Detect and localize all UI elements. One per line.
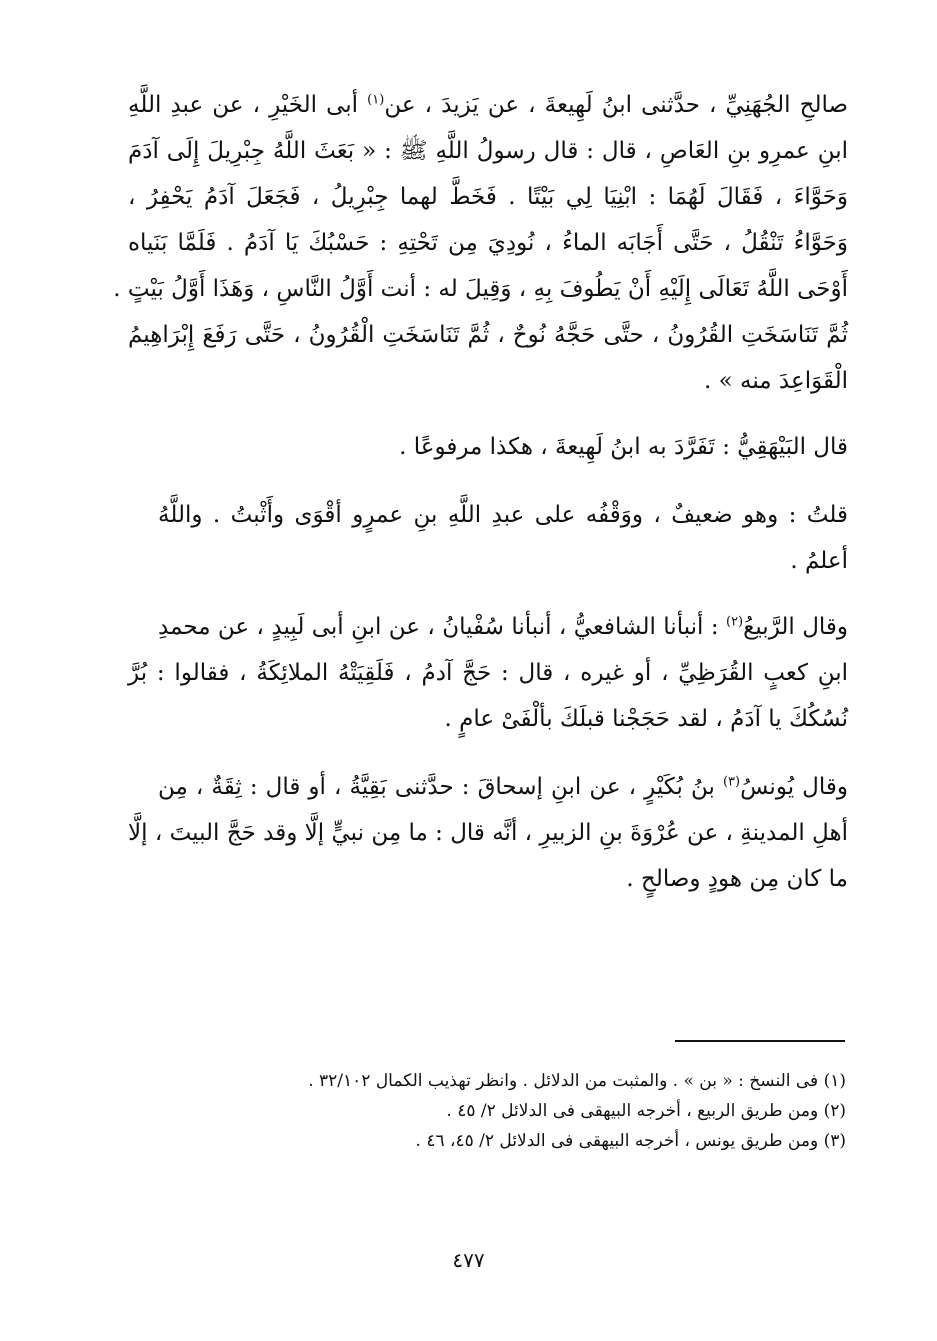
- text-line: نُسُكُكَ يا آدَمُ ، لقد حَجَجْنا قبلَكَ بألْفَىْ عامٍ .: [444, 706, 848, 732]
- text-line: أعلمُ .: [790, 548, 848, 574]
- page-number: ٤٧٧: [452, 1248, 485, 1272]
- footnote-ref[interactable]: (٢): [725, 614, 744, 630]
- main-text: [113, 88, 849, 988]
- text-span: : أنبأنا الشافعيُّ ، أنبأنا سُفْيانُ ، عن ابنِ أبى لَبِيدٍ ، عن محمدِ: [158, 614, 719, 640]
- text-line: قلتُ : وهو ضعيفٌ ، ووَقْفُه على عبدِ اللَّهِ بنِ عمرٍو أقْوَى وأَثْبتُ . واللَّهُ: [158, 502, 848, 528]
- footnote-ref[interactable]: (١): [367, 92, 385, 108]
- text-span: أبى الخَيْرِ ، عن عبدِ اللَّهِ: [128, 92, 359, 118]
- footnote-ref[interactable]: (٣): [722, 774, 741, 790]
- text-line: الْقَوَاعِدَ منه » .: [703, 368, 848, 394]
- text-line: وَحَوَّاءَ ، فَقَالَ لَهُمَا : ابْنِيَا لِي بَيْتًا . فَخَطَّ لهما جِبْرِيلُ ، فَجَعَلَ آدَمُ يَحْفِرُ ،: [128, 184, 848, 210]
- text-line: ابنِ عمرِو بنِ العَاصِ ، قال : قال رسولُ اللَّهِ ﷺ : « بَعَثَ اللَّهُ جِبْرِيلَ إِلَى آدَمَ: [128, 138, 848, 164]
- text-line: قال البَيْهَقِيُّ : تَفَرَّدَ به ابنُ لَهِيعةَ ، هكذا مرفوعًا .: [399, 434, 848, 460]
- text-line: [158, 610, 848, 644]
- text-span: بنُ بُكَيْرٍ ، عن ابنِ إسحاقَ : حدَّثنى بَقِيَّةُ ، أو قال : ثِقَةٌ ، مِن: [158, 774, 715, 800]
- text-span: وقال الرَّبيعُ: [743, 614, 849, 640]
- text-line: وَحَوَّاءُ تَنْقُلُ ، حَتَّى أَجَابَه الماءُ ، نُودِيَ مِن تَحْتِهِ : حَسْبُكَ يَا آدَمُ . فَلَمَّا بَنَياه: [128, 230, 848, 256]
- footnote: (١) فى النسخ : « بن » . والمثبت من الدلائل . وانظر تهذيب الكمال ٣٢/١٠٢ .: [308, 1071, 846, 1091]
- text-line: أَوْحَى اللَّهُ تَعَالَى إِلَيْهِ أَنْ يَطُوفَ بِهِ ، وَقِيلَ له : أنت أَوَّلُ النَّاسِ ، وَهَذَا أَوَّلُ بَيْتٍ .: [113, 276, 848, 302]
- footnote: (٢) ومن طريق الربيع ، أخرجه البيهقى فى الدلائل ٢/ ٤٥ .: [446, 1101, 846, 1121]
- text-span: صالحِ الجُهَنِيِّ ، حدَّثنى ابنُ لَهِيعةَ ، عن يَزيدَ ، عن: [384, 92, 849, 118]
- footnote: (٣) ومن طريق يونس ، أخرجه البيهقى فى الدلائل ٢/ ٤٥، ٤٦ .: [415, 1131, 846, 1151]
- text-line: ثُمَّ تَنَاسَخَتِ القُرُونُ ، حتَّى حَجَّهُ نُوحٌ ، ثُمَّ تَنَاسَخَتِ الْقُرُونُ ، حَتَّى رَفَعَ إِبْرَاهِيمُ: [128, 322, 848, 348]
- footnote-separator: [675, 1040, 845, 1042]
- text-line: ابنِ كعبٍ القُرَظِيِّ ، أو غيره ، قال : حَجَّ آدمُ ، فَلَقِيَتْهُ الملائِكَةُ ، فقالوا : بُرَّ: [128, 660, 849, 686]
- text-span: وقال يُونسُ: [740, 774, 848, 800]
- text-line: ما كان مِن هودٍ وصالحٍ .: [626, 866, 848, 892]
- text-line: [158, 770, 848, 804]
- text-line: أهلِ المدينةِ ، عن عُرْوَةَ بنِ الزبيرِ ، أنَّه قال : ما مِن نبيٍّ إلَّا وقد حَجَّ البيتَ ، إلَّا: [128, 820, 848, 846]
- text-line: [128, 88, 848, 122]
